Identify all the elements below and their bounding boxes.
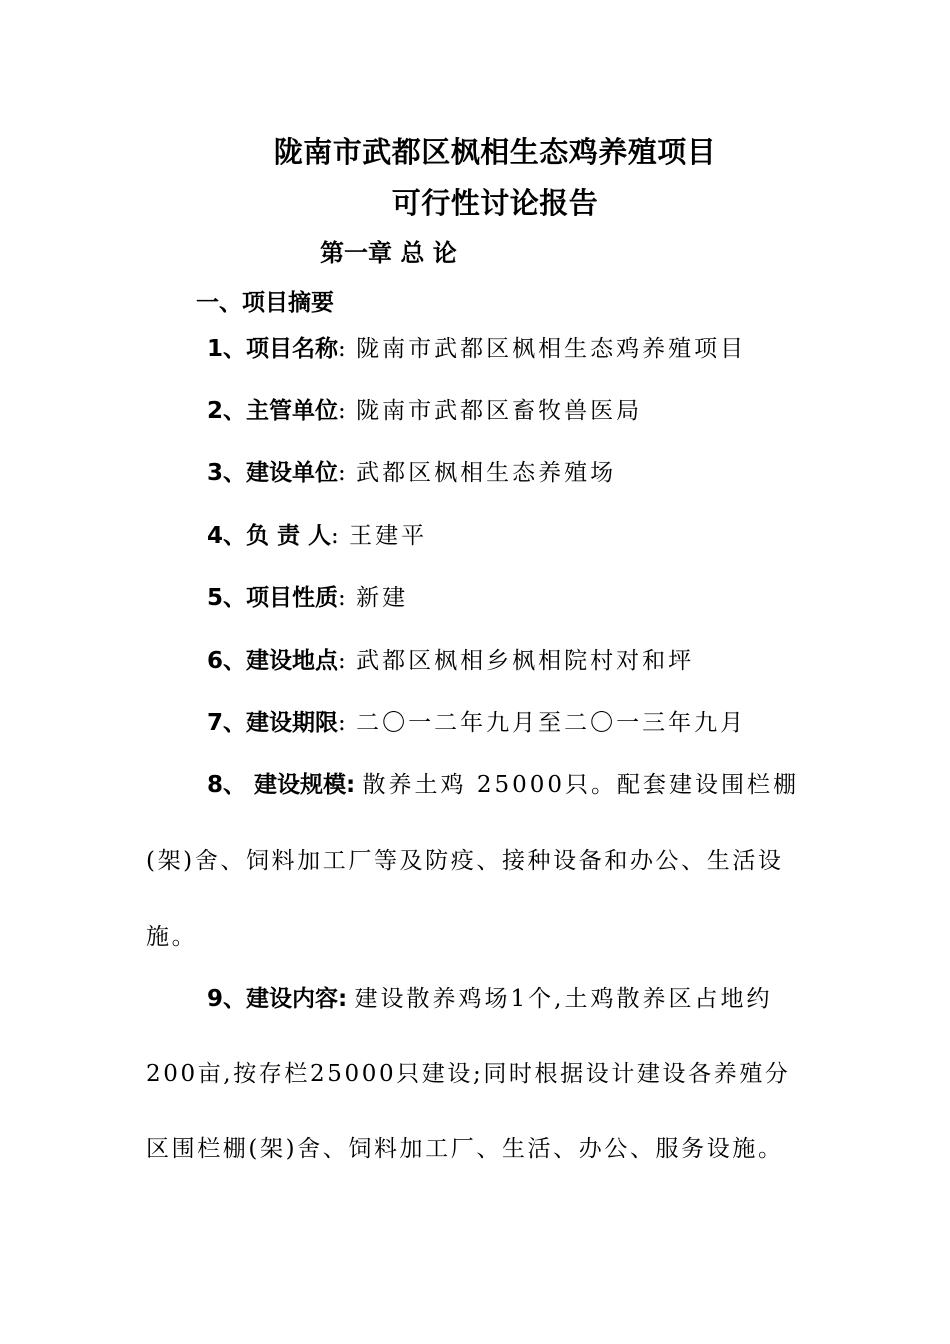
item-value: 王建平 <box>349 523 428 549</box>
content-continuation: 200亩,按存栏25000只建设;同时根据设计建设各养殖分 <box>146 1061 791 1087</box>
item-label: 4、负 责 人 <box>207 523 332 549</box>
chapter-heading-text: 第一章 总 论 <box>320 239 457 267</box>
content-continuation-end: 区围栏棚(架)舍、饲料加工厂、生活、办公、服务设施。 <box>146 1136 784 1162</box>
summary-item-location <box>207 646 694 676</box>
item-label: 1、项目名称 <box>207 336 339 362</box>
item-label: 6、建设地点 <box>207 648 339 674</box>
summary-item-construction-unit <box>207 458 616 488</box>
item-value: 建设散养鸡场1个,土鸡散养区占地约 <box>354 986 773 1012</box>
item-value: 陇南市武都区枫相生态鸡养殖项目 <box>356 336 747 362</box>
item-separator: : <box>331 523 342 549</box>
document-title: 陇南市武都区枫相生态鸡养殖项目 <box>273 135 717 169</box>
item-value: 散养土鸡 25000只。配套建设围栏棚 <box>362 772 800 798</box>
item-value: 二〇一二年九月至二〇一三年九月 <box>356 710 747 736</box>
summary-item-content <box>207 984 772 1014</box>
item-label: 9、建设内容: <box>207 986 348 1012</box>
item-label: 5、项目性质 <box>207 585 339 611</box>
item-value: 陇南市武都区畜牧兽医局 <box>356 398 643 424</box>
summary-item-responsible-person <box>207 521 427 551</box>
chapter-heading <box>320 233 457 268</box>
summary-item-project-nature <box>207 583 408 613</box>
summary-item-project-name <box>207 334 746 364</box>
summary-item-supervising-unit <box>207 396 642 426</box>
item-value: 武都区枫相生态养殖场 <box>356 460 617 486</box>
document-subtitle: 可行性讨论报告 <box>391 186 599 220</box>
item-label: 8、 建设规模: <box>207 772 356 798</box>
item-value: 武都区枫相乡枫相院村对和坪 <box>356 648 695 674</box>
item-label: 7、建设期限 <box>207 710 339 736</box>
item-label: 2、主管单位 <box>207 398 339 424</box>
scale-continuation-end: 施。 <box>146 924 198 950</box>
summary-item-scale <box>207 770 799 800</box>
summary-item-period <box>207 708 746 738</box>
item-separator: : <box>338 710 349 736</box>
section-heading: 一、项目摘要 <box>196 290 334 316</box>
item-separator: : <box>338 460 349 486</box>
item-separator: : <box>338 585 349 611</box>
item-value: 新建 <box>356 585 409 611</box>
scale-continuation: (架)舍、饲料加工厂等及防疫、接种设备和办公、生活设 <box>146 848 784 874</box>
item-label: 3、建设单位 <box>207 460 339 486</box>
item-separator: : <box>338 336 349 362</box>
item-separator: : <box>338 398 349 424</box>
item-separator: : <box>338 648 349 674</box>
